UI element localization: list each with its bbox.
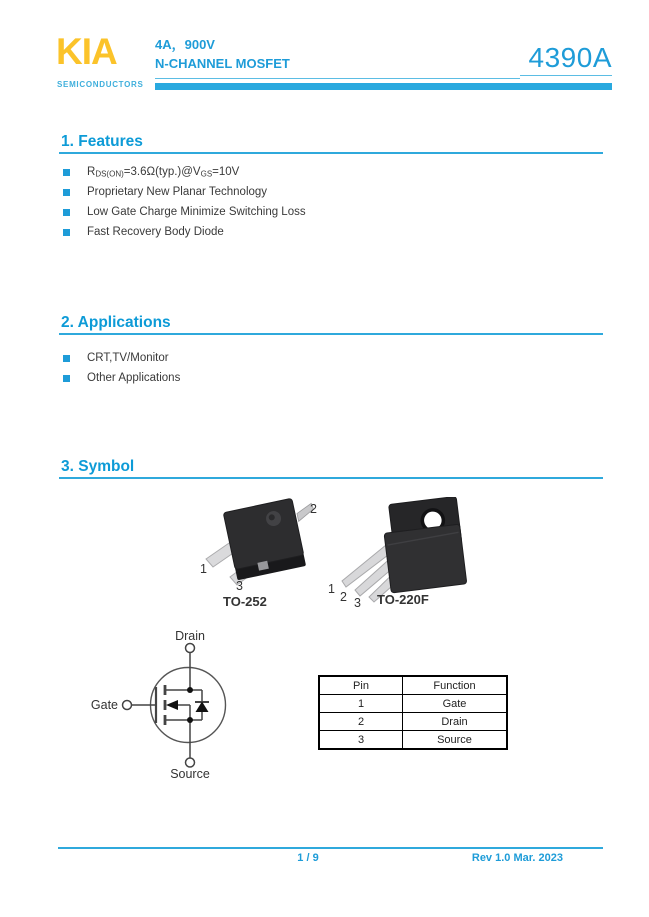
- to252-package-image: [190, 497, 330, 597]
- list-item: [63, 348, 180, 368]
- list-item: [63, 182, 306, 202]
- pin-function: Drain: [403, 713, 508, 731]
- gate-terminal-label: Gate: [90, 698, 118, 712]
- bullet-square-icon: [63, 189, 70, 196]
- footer-rule: [58, 847, 603, 849]
- header-thin-rule-right: [520, 75, 612, 76]
- bullet-square-icon: [63, 169, 70, 176]
- device-rating: 4A，900V: [155, 37, 215, 52]
- table-header-row: [319, 676, 507, 695]
- header-thin-rule-left: [155, 78, 520, 79]
- to220f-body: [381, 497, 467, 593]
- kia-logo-subtext: SEMICONDUCTORS: [57, 80, 144, 89]
- pin-function: Gate: [403, 695, 508, 713]
- to220f-pin1-label: 1: [328, 582, 335, 596]
- features-heading: 1. Features: [61, 133, 143, 150]
- to252-pin1-label: 1: [200, 562, 207, 576]
- source-terminal-label: Source: [170, 767, 210, 780]
- table-row: [319, 695, 507, 713]
- header-device-summary: [155, 35, 290, 73]
- applications-list: [63, 348, 180, 388]
- table-row: [319, 713, 507, 731]
- header-accent-bar: [155, 83, 612, 90]
- to252-pin2-label: 2: [310, 502, 317, 516]
- kia-logo: KIA: [56, 31, 117, 72]
- page-number: 1 / 9: [297, 852, 319, 864]
- feature-text: Fast Recovery Body Diode: [87, 226, 224, 238]
- pin-function: Source: [403, 731, 508, 750]
- bullet-square-icon: [63, 355, 70, 362]
- pin-number: 3: [319, 731, 403, 750]
- to252-package-name: TO-252: [223, 594, 267, 609]
- feature-text: Low Gate Charge Minimize Switching Loss: [87, 206, 306, 218]
- list-item: [63, 368, 180, 388]
- application-text: Other Applications: [87, 372, 181, 384]
- pin-function-table: [318, 675, 508, 750]
- list-item: [63, 222, 306, 242]
- pin-column-header: Pin: [319, 676, 403, 695]
- device-type: N-CHANNEL MOSFET: [155, 56, 290, 71]
- part-number: 4390A: [528, 42, 612, 73]
- revision-label: Rev 1.0 Mar. 2023: [471, 852, 563, 864]
- symbol-heading-rule: [59, 477, 603, 479]
- list-item: [63, 202, 306, 222]
- features-list: [63, 162, 306, 242]
- function-column-header: Function: [403, 676, 508, 695]
- drain-terminal-label: Drain: [175, 629, 205, 643]
- bullet-square-icon: [63, 209, 70, 216]
- pin-number: 2: [319, 713, 403, 731]
- feature-rdson: $R_{DS(ON)}=3.6\Omega(typ.)@V_{GS}=10V$: [87, 165, 240, 179]
- pin-number: 1: [319, 695, 403, 713]
- table-row: [319, 731, 507, 750]
- application-text: CRT,TV/Monitor: [87, 352, 169, 364]
- applications-heading-rule: [59, 333, 603, 335]
- features-heading-rule: [59, 152, 603, 154]
- to220f-pin3-label: 3: [354, 596, 361, 609]
- to220f-pin2-label: 2: [340, 590, 347, 604]
- applications-heading: 2. Applications: [61, 314, 171, 331]
- bullet-square-icon: [63, 229, 70, 236]
- feature-text: Proprietary New Planar Technology: [87, 186, 268, 198]
- to252-pin3-label: 3: [236, 579, 243, 593]
- list-item: [63, 162, 306, 182]
- to220f-package-name: TO-220F: [377, 592, 429, 607]
- symbol-heading: 3. Symbol: [61, 458, 135, 475]
- mosfet-symbol-image: [88, 628, 278, 780]
- bullet-square-icon: [63, 375, 70, 382]
